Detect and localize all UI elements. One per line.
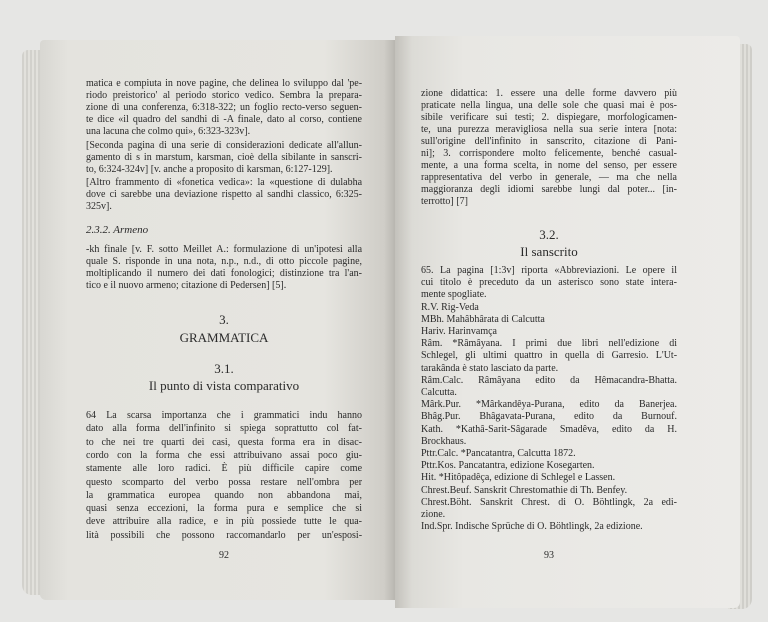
text-line: to, 6:324-324v] [v. anche a proposito di karsman, 6:127-129].	[86, 164, 333, 175]
page-number: 92	[219, 550, 229, 561]
text-line: quale S. risponde in una nota, n.p., n.d., di otto piccole pagine,	[86, 256, 363, 267]
text-line: R.V. Rig-Veda	[421, 301, 479, 313]
text-line: to che nei tre quarti dei casi, questa forma era in disac-	[86, 436, 362, 448]
text-line: tarakânda è stato lasciato da parte.	[421, 362, 559, 374]
text-line: cui titolo è preceduto da un asterisco sono state intera-	[421, 277, 677, 289]
text-line: matica e compiuta in nove pagine, che delinea lo sviluppo dal 'pe-	[86, 78, 363, 89]
text-line: cordo con la forma che essi attribuivano assai poco giu-	[86, 449, 362, 461]
text-line: rappresentativa del verbo in generale, — ma che nella	[421, 172, 677, 183]
text-line: mente spogliate.	[421, 289, 487, 301]
chapter-number: 3.	[219, 312, 229, 327]
text-line: te dice «il quadro del sandhi di -A finale, dato al corso, contiene	[86, 114, 362, 125]
text-line: Kath. *Kathâ-Sarit-Sâgarade Smadêva, edito da H.	[421, 423, 677, 435]
text-line: Pttr.Kos. Pancatantra, edizione Kosegarten.	[421, 460, 595, 472]
text-line: Râm.Calc. Râmâyana edito da Hêmacandra-Bhatta.	[421, 374, 677, 386]
text-line: Chrest.Beuf. Sanskrit Chrestomathie di Th. Benfey.	[421, 484, 628, 496]
text-line: maggioranza degli idiomi sarebbe lungi dal poter... [in-	[421, 184, 677, 195]
text-line: la grammatica europea quando non abbandona mai,	[86, 489, 362, 501]
text-line: ni]; 3. corrispondere molto felicemente, benché casual-	[421, 148, 677, 159]
text-line: lità possibili che possono raccomandarlo per un'esposi-	[86, 529, 363, 541]
text-line: -kh finale [v. F. sotto Meillet A.: formulazione di un'ipotesi alla	[86, 244, 363, 255]
text-line: Calcutta.	[421, 387, 457, 398]
text-line: riodo preistorico' al periodo storico vedico. Sembra la prepara-	[86, 90, 362, 101]
text-line: Schlegel, gli ultimi quattro in quella di Garresio. L'Ut-	[421, 350, 678, 362]
text-line: zione di una conferenza, 6:318-322; un foglio recto-verso seguen-	[86, 102, 362, 113]
text-line: Bhâg.Pur. Bhâgavata-Purana, edito da Burnouf.	[421, 411, 677, 423]
section-title: Il sanscrito	[520, 244, 578, 259]
text-line: Ind.Spr. Indische Sprüche di O. Böhtlingk, 2a edizione.	[421, 521, 643, 533]
text-line: zione.	[421, 509, 446, 520]
text-line: Mârk.Pur. *Mârkandêya-Purana, edito da Banerjea.	[421, 399, 677, 411]
section-number: 3.1.	[214, 361, 234, 376]
text-line: questo scomparto del verbo possa restare nell'ombra per	[86, 476, 363, 488]
subsection-heading: 2.3.2. Armeno	[86, 224, 149, 236]
text-line: tico e il nuovo armeno; citazione di Pedersen] [5].	[86, 280, 287, 291]
text-line: Hit. *Hitôpadêça, edizione di Schlegel e Lassen.	[421, 472, 616, 484]
text-line: Chrest.Böht. Sanskrit Chrest. di O. Böhtlingk, 2a edi-	[421, 496, 678, 508]
chapter-title: GRAMMATICA	[179, 330, 269, 345]
text-line: sull'origine dell'infinito in sanscrito, citazione di Pani-	[421, 136, 677, 147]
text-line: Râm. *Râmâyana. I primi due libri nell'edizione di	[421, 338, 677, 350]
page-number: 93	[544, 550, 554, 561]
text-line: te, una purezza meravigliosa nella sua serie intera [nota:	[421, 124, 677, 135]
text-line: [Seconda pagina di una serie di considerazioni dedicate all'allun-	[86, 140, 362, 151]
text-line: sibile verificare sui testi; 2. dispiegare, morfologicamen-	[421, 112, 677, 123]
text-line: Brockhaus.	[421, 435, 467, 447]
text-line: MBh. Mahâbhârata di Calcutta	[421, 313, 545, 325]
text-line: dato alla forma dell'infinito si spiega soprattutto col fat-	[86, 423, 362, 435]
text-line: quasi senza eccezioni, la forma pura e semplice che si	[86, 503, 363, 515]
section-title: Il punto di vista comparativo	[148, 378, 300, 393]
text-line: 64 La scarsa importanza che i grammatici indu hanno	[86, 410, 362, 421]
text-line: zione didattica: 1. essere una delle forme davvero più	[421, 88, 678, 99]
text-line: 65. La pagina [1:3v] riporta «Abbreviazioni. Le opere il	[421, 265, 677, 276]
text-line: mente, a una forma scelta, in nome del senso, per essere	[421, 160, 677, 171]
text-line: dove ci sarebbe una deviazione rispetto al sandhi classico, 6:325-	[86, 189, 362, 200]
text-line: gamento di s in marstum, karsman, cioè della sibilante in sanscri-	[86, 152, 363, 163]
text-line: deve attribuire alla radice, e in più possiede tutte le qua-	[86, 516, 362, 528]
text-line: praticate nella lingua, una delle sole che quasi mai è pos-	[421, 100, 677, 111]
text-line: terrotto] [7]	[421, 196, 468, 207]
text-line: [Altro frammento di «fonetica vedica»: la «questione di dulabha	[86, 177, 363, 188]
text-line: stamente alle loro radici. È più difficile capire come	[86, 463, 363, 475]
text-line: 325v].	[86, 201, 112, 212]
text-line: una lacuna che colmo qui», 6:323-323v].	[86, 126, 251, 137]
section-number: 3.2.	[539, 227, 559, 242]
text-line: Pttr.Calc. *Pancatantra, Calcutta 1872.	[421, 448, 576, 459]
text-line: moltiplicando il numero dei dati fonologici; distinzione tra l'an-	[86, 268, 362, 279]
text-line: Hariv. Harinvamça	[421, 326, 497, 337]
